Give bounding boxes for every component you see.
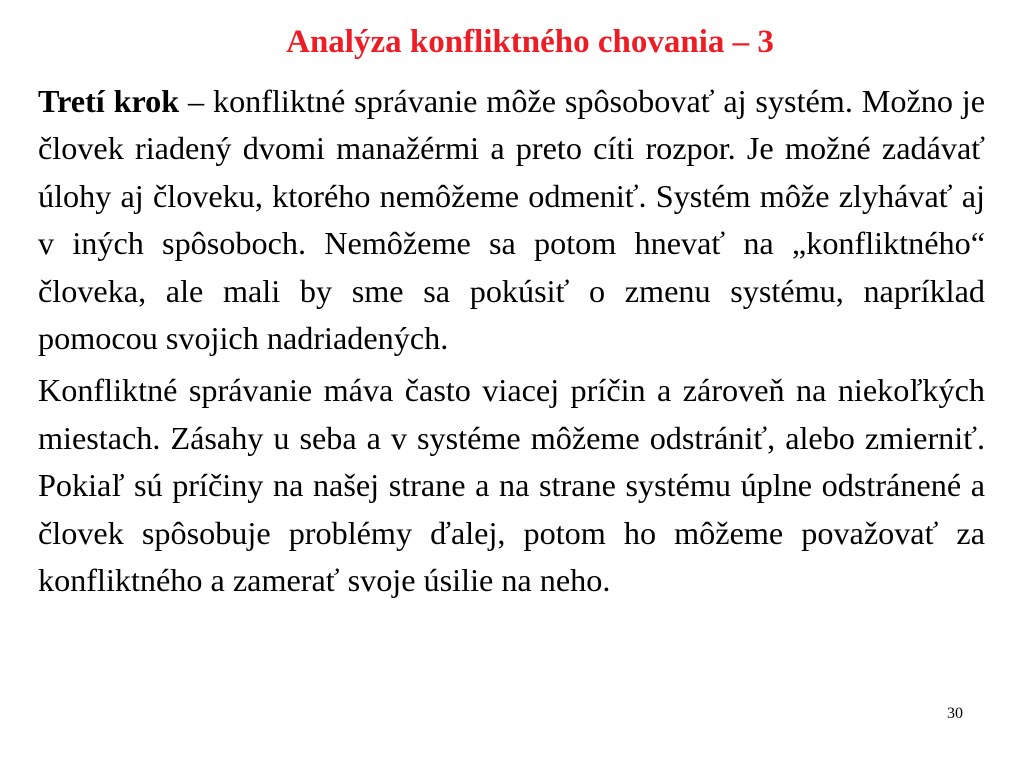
slide-body xyxy=(38,78,985,604)
paragraph-causes xyxy=(38,367,985,604)
paragraph-text: Konfliktné správanie máva často viacej príčin a zároveň na niekoľkých miestach. Zásahy u seba a v systéme môžeme odstrániť, alebo zmierniť. Pokiaľ sú príčiny na našej strane a na strane systému úplne odstránené a človek spôsobuje problémy ďalej, potom ho môžeme považovať za konfliktného a zamerať svoje úsilie na neho. xyxy=(38,372,985,599)
paragraph-third-step xyxy=(38,78,985,362)
paragraph-text: – konfliktné správanie môže spôsobovať aj systém. Možno je človek riadený dvomi manažérmi a preto cíti rozpor. Je možné zadávať úlohy aj človeku, ktorého nemôžeme odmeniť. Systém môže zlyhávať aj v iných spôsoboch. Nemôžeme sa potom hnevať na „konfliktného“ človeka, ale mali by sme sa pokúsiť o zmenu systému, napríklad pomocou svojich nadriadených. xyxy=(38,83,985,357)
paragraph-lead: Tretí krok xyxy=(38,83,180,119)
slide-title: Analýza konfliktného chovania – 3 xyxy=(286,24,774,60)
page-number: 30 xyxy=(947,705,963,722)
